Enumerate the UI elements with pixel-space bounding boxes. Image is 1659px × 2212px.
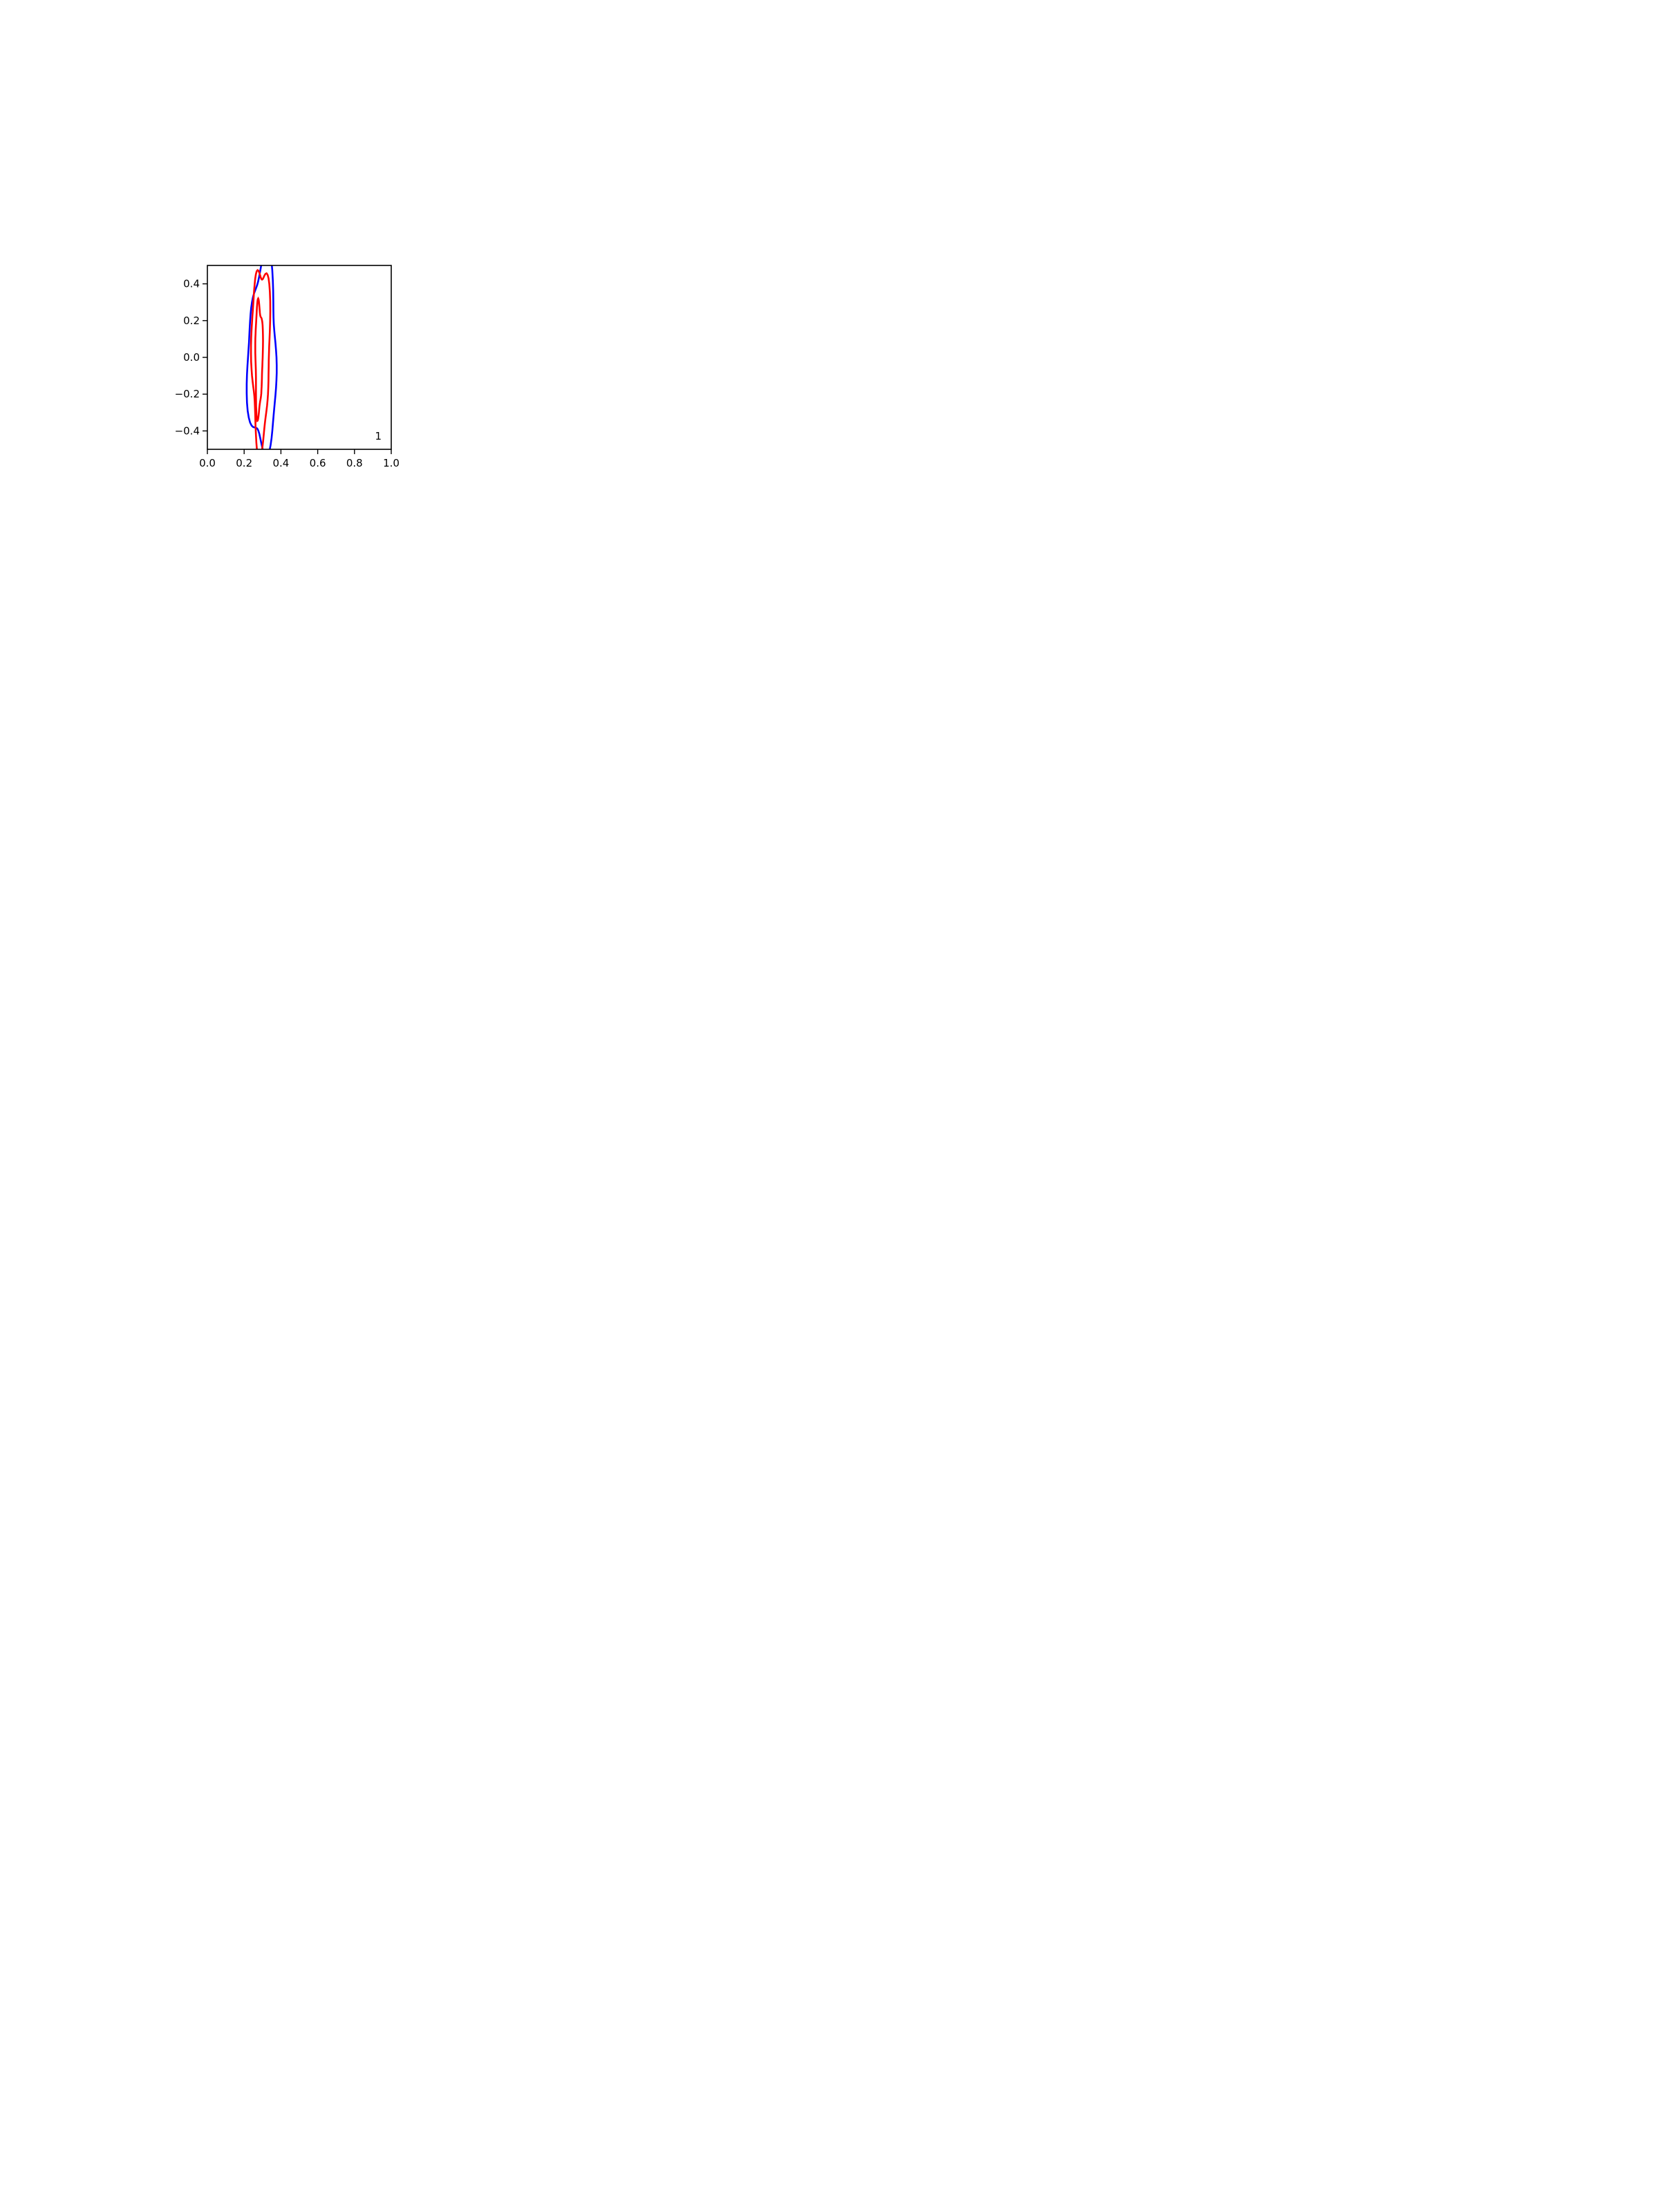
x-tick-label: 1.0 — [383, 457, 400, 469]
x-tick-label: 0.4 — [272, 457, 290, 469]
y-tick-label: 0.2 — [183, 314, 200, 327]
x-tick-label: 0.2 — [236, 457, 253, 469]
y-tick-label: −0.4 — [174, 424, 200, 438]
y-tick-label: 0.4 — [183, 277, 200, 290]
contour-red-1 — [251, 270, 270, 460]
panel-count-label: 1 — [375, 430, 382, 442]
contour-red-2 — [255, 299, 263, 421]
x-tick-label: 0.8 — [346, 457, 363, 469]
axes-frame — [207, 265, 391, 449]
plot-area — [247, 248, 276, 460]
panel-r1-c1 — [175, 248, 400, 469]
y-tick-label: −0.2 — [174, 388, 200, 401]
x-tick-label: 0.0 — [199, 457, 216, 469]
x-tick-label: 0.6 — [309, 457, 326, 469]
y-tick-label: 0.0 — [183, 351, 200, 364]
